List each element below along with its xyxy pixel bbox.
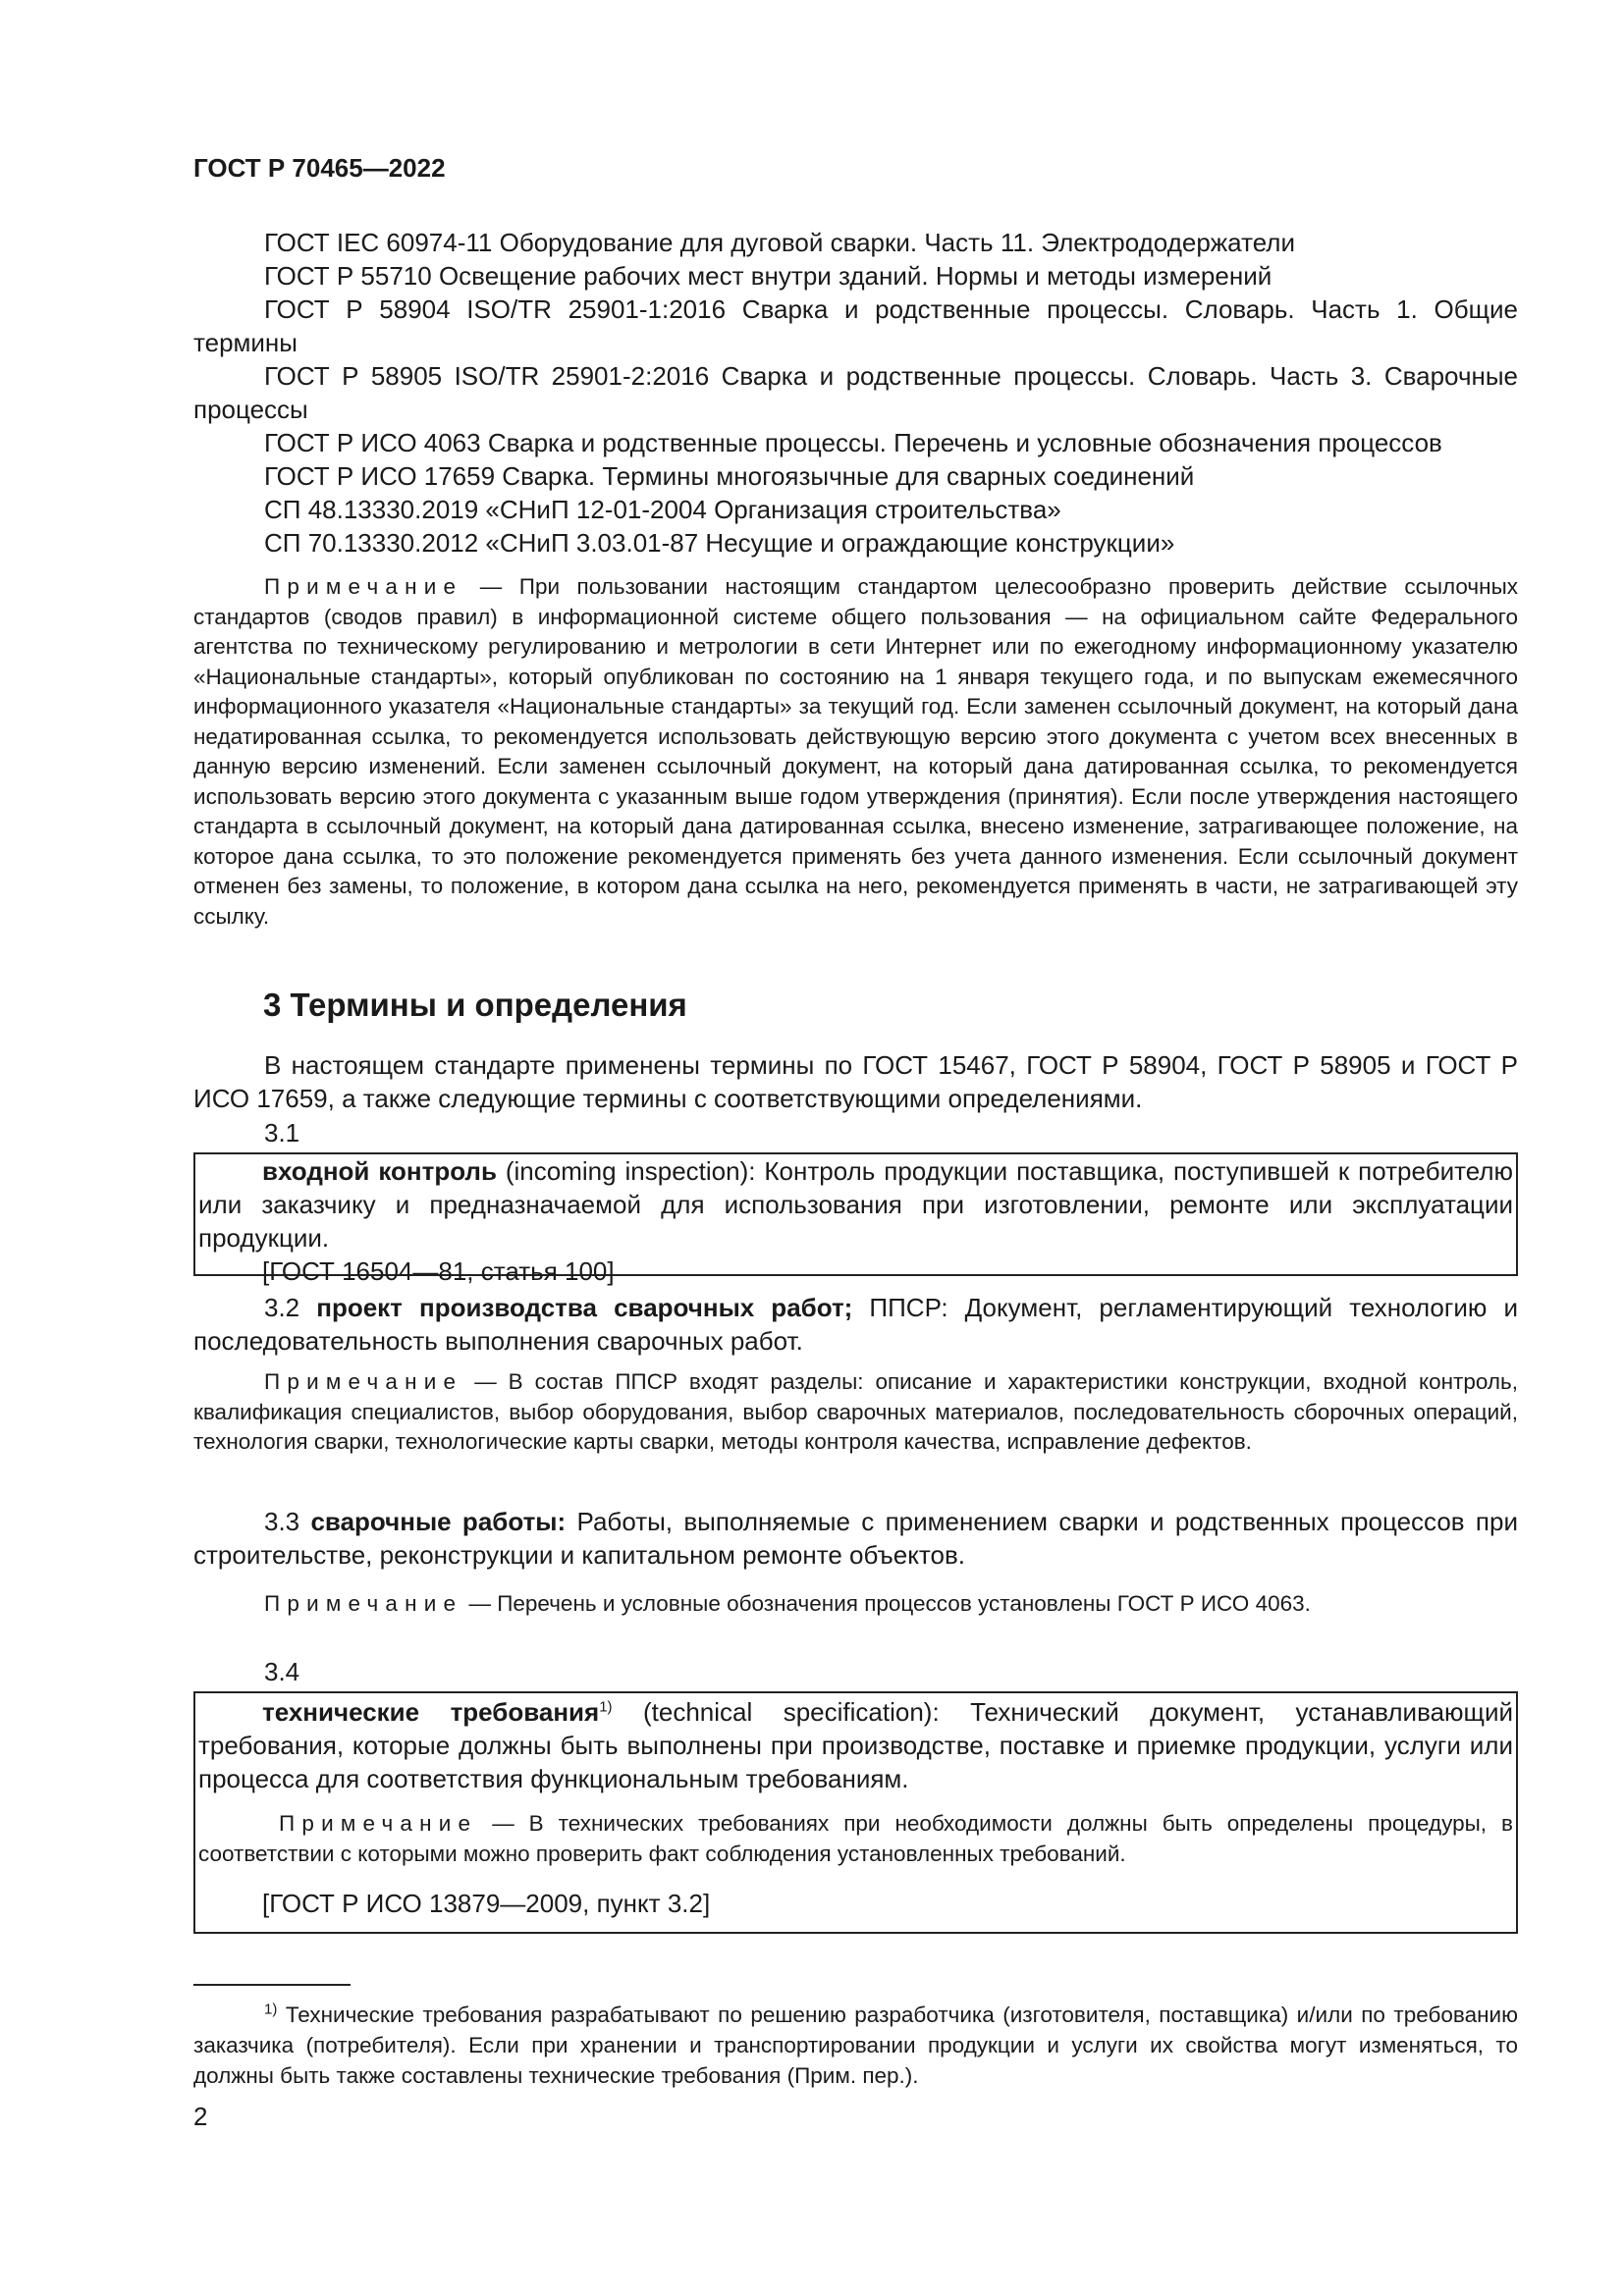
reference-item: ГОСТ Р 58905 ISO/TR 25901-2:2016 Сварка и родственные процессы. Словарь. Часть 3. Сварочные процессы — [193, 361, 1518, 424]
reference-item: ГОСТ Р 55710 Освещение рабочих мест внутри зданий. Нормы и методы измерений — [264, 261, 1272, 291]
document-header: ГОСТ Р 70465—2022 — [193, 153, 446, 183]
note-label: Примечание — [264, 1369, 463, 1394]
term-3-2-term: проект производства сварочных работ; — [316, 1293, 853, 1322]
footnote-text: Технические требования разрабатывают по решению разработчика (изготовителя, поставщика) и/или по требованию заказчика (потребителя). Если при хранении и транспортировании продукции и услуги их свойства могут изменяться, то должны быть также составлены технические требования (Прим. пер.). — [193, 2002, 1518, 2088]
reference-item: ГОСТ Р 58904 ISO/TR 25901-1:2016 Сварка и родственные процессы. Словарь. Часть 1. Общие термины — [193, 294, 1518, 357]
term-3-2 — [193, 1291, 1518, 1458]
references-list — [193, 226, 1518, 560]
section-intro — [193, 1048, 1518, 1115]
section-intro-text: В настоящем стандарте применены термины по ГОСТ 15467, ГОСТ Р 58904, ГОСТ Р 58905 и ГОСТ Р ИСО 17659, а также следующие термины с соответствующими определениями. — [193, 1050, 1518, 1113]
reference-item: СП 70.13330.2012 «СНиП 3.03.01-87 Несущие и ограждающие конструкции» — [264, 528, 1175, 558]
page-number: 2 — [193, 2102, 208, 2131]
term-3-2-number: 3.2 — [264, 1293, 317, 1322]
footnote-ref: 1) — [599, 1698, 613, 1716]
note-label: Примечание — [279, 1811, 478, 1836]
term-3-4-term: технические требования — [262, 1697, 600, 1727]
term-3-1-text: (incoming inspection): Контроль продукции поставщика, поступившей к потребителю или заказчику и предназначаемой для использования при изготовлении, ремонте или эксплуатации продукции. — [198, 1156, 1513, 1253]
term-3-4-text: (technical specification): Технический документ, устанавливающий требования, которые должны быть выполнены при производстве, поставке и приемке продукции, услуги или процесса для соответствия функциональным требованиям. — [198, 1697, 1513, 1793]
footnote — [193, 2000, 1518, 2091]
term-3-4-number: 3.4 — [264, 1657, 300, 1686]
note-label: Примечание — [264, 574, 463, 599]
term-3-4-box — [193, 1691, 1518, 1934]
reference-item: ГОСТ IEC 60974-11 Оборудование для дуговой сварки. Часть 11. Электрододержатели — [264, 228, 1295, 257]
references-note — [193, 572, 1518, 932]
reference-item: ГОСТ Р ИСО 17659 Сварка. Термины многоязычные для сварных соединений — [264, 461, 1195, 491]
term-3-4-source: [ГОСТ Р ИСО 13879—2009, пункт 3.2] — [262, 1889, 711, 1918]
footnote-marker: 1) — [264, 2001, 278, 2018]
note-label: Примечание — [264, 1591, 463, 1616]
term-3-2-text: ППСР: Документ, регламентирующий технологию и последовательность выполнения сварочных работ. — [193, 1293, 1518, 1356]
term-3-1-number: 3.1 — [264, 1118, 300, 1148]
term-3-3 — [193, 1505, 1518, 1620]
term-3-3-note: — Перечень и условные обозначения процессов установлены ГОСТ Р ИСО 4063. — [462, 1591, 1311, 1616]
term-3-2-note: — В состав ППСР входят разделы: описание и характеристики конструкции, входной контроль, квалификация специалистов, выбор оборудования, выбор сварочных материалов, последовательность сборочных операций, технология сварки, технологические карты сварки, методы контроля качества, исправление дефектов. — [193, 1369, 1518, 1454]
term-3-1-term: входной контроль — [262, 1156, 497, 1186]
footnote-separator — [193, 1984, 351, 1986]
reference-item: СП 48.13330.2019 «СНиП 12-01-2004 Организация строительства» — [264, 495, 1061, 524]
term-3-3-number: 3.3 — [264, 1507, 311, 1536]
term-3-1-source: [ГОСТ 16504—81, статья 100] — [262, 1256, 615, 1286]
term-3-3-text: Работы, выполняемые с применением сварки и родственных процессов при строительстве, реконструкции и капитальном ремонте объектов. — [193, 1507, 1518, 1570]
term-3-4-note: — В технических требованиях при необходимости должны быть определены процедуры, в соответствии с которыми можно проверить факт соблюдения установленных требований. — [198, 1811, 1513, 1866]
note-text: — При пользовании настоящим стандартом целесообразно проверить действие ссылочных стандартов (сводов правил) в информационной системе общего пользования — на официальном сайте Федерального агентства по техническому регулированию и метрологии в сети Интернет или по ежегодному информационному указателю «Национальные стандарты», который опубликован по состоянию на 1 января текущего года, и по выпускам ежемесячного информационного указателя «Национальные стандарты» за текущий год. Если заменен ссылочный документ, на который дана недатированная ссылка, то рекомендуется использовать действующую версию этого документа с учетом всех внесенных в данную версию изменений. Если заменен ссылочный документ, на который дана датированная ссылка, то рекомендуется использовать версию этого документа с указанным выше годом утверждения (принятия). Если после утверждения настоящего стандарта в ссылочный документ, на который дана датированная ссылка, внесено изменение, затрагивающее положение, на которое дана ссылка, то это положение рекомендуется применять без учета данного изменения. Если ссылочный документ отменен без замены, то положение, в котором дана ссылка на него, рекомендуется применять в части, не затрагивающей эту ссылку. — [193, 574, 1518, 929]
term-3-1-box — [193, 1152, 1518, 1286]
reference-item: ГОСТ Р ИСО 4063 Сварка и родственные процессы. Перечень и условные обозначения процессов — [264, 428, 1442, 457]
section-title: 3 Термины и определения — [263, 987, 687, 1023]
term-3-3-term: сварочные работы: — [310, 1507, 567, 1536]
